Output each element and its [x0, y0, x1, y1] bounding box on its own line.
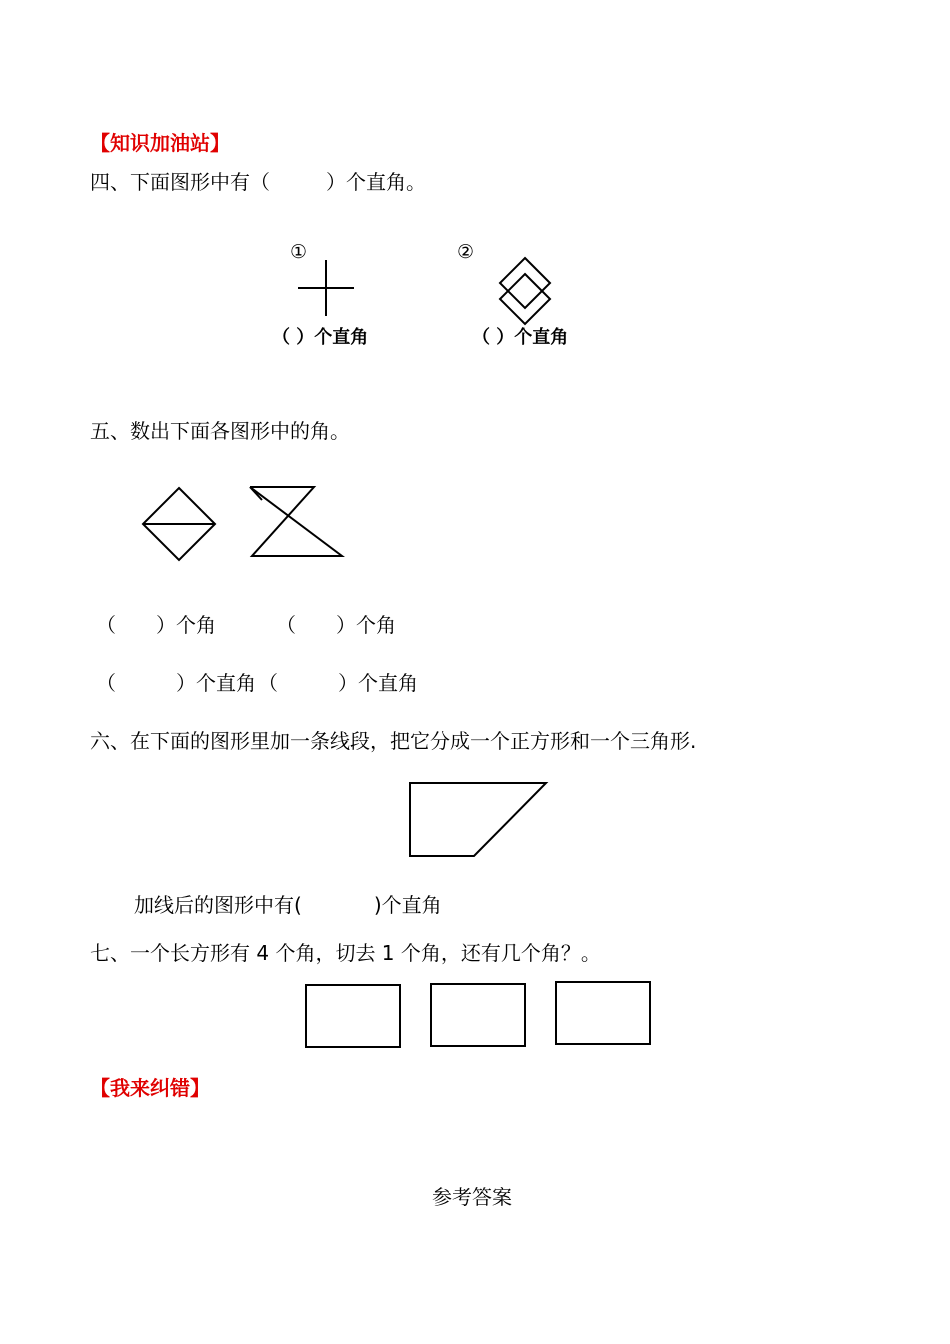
figure-2-answer: （ ）个直角 [472, 327, 569, 348]
question-6: 六、在下面的图形里加一条线段，把它分成一个正方形和一个三角形. [90, 729, 697, 753]
question-5: 五、数出下面各图形中的角。 [90, 419, 350, 443]
question-6-answer [134, 889, 442, 918]
rectangle-figure-1 [304, 983, 402, 1049]
rectangle-figure-3 [554, 980, 652, 1046]
question-4-text-before: 四、下面图形中有（ [90, 170, 270, 194]
figure-2-marker: ② [457, 241, 475, 263]
figure-1-answer: （ ）个直角 [272, 327, 369, 348]
overlapping-diamonds-figure [498, 256, 554, 328]
question-5-right-angles-right: （ ）个直角 [258, 671, 418, 695]
question-6-answer-before: 加线后的图形中有( [134, 893, 302, 917]
question-6-answer-after: )个直角 [373, 893, 442, 917]
question-5-angles-left: （ ）个角 [96, 613, 216, 637]
section-title-corrections: 【我来纠错】 [90, 1076, 210, 1100]
section-title-knowledge: 【知识加油站】 [90, 131, 230, 155]
diamond-with-diagonal-figure [140, 486, 218, 564]
question-7: 七、一个长方形有 4 个角，切去 1 个角，还有几个角？。 [90, 941, 601, 965]
question-4-text-after: ）个直角。 [326, 170, 426, 194]
question-4 [90, 166, 426, 195]
answer-key-title: 参考答案 [432, 1185, 512, 1209]
figure-1-marker: ① [290, 241, 308, 263]
rectangle-figure-2 [429, 982, 527, 1048]
trapezoid-figure [408, 781, 550, 859]
hourglass-figure [246, 484, 346, 560]
question-5-angles-right: （ ）个角 [276, 613, 396, 637]
question-5-right-angles-left: （ ）个直角 [96, 671, 256, 695]
cross-figure [296, 258, 356, 318]
